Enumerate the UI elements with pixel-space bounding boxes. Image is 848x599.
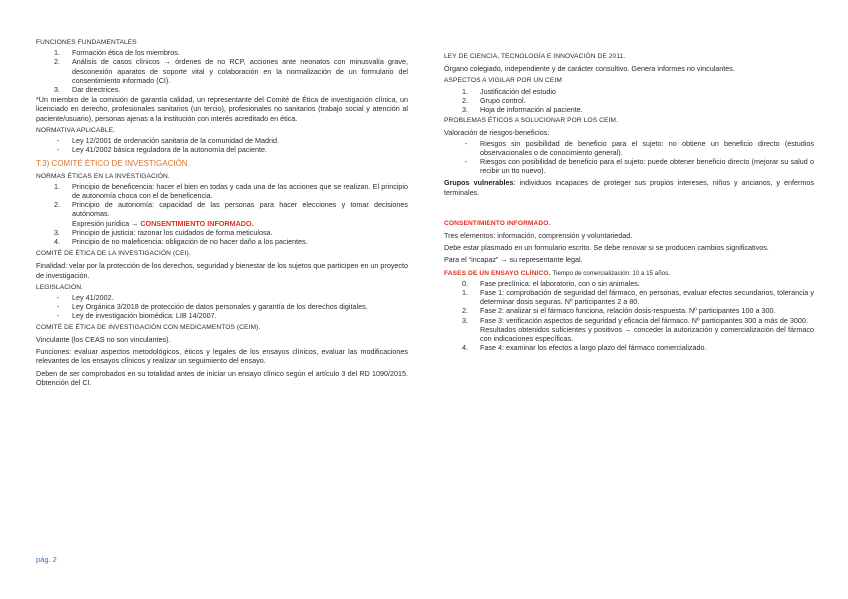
expresion-juridica: Expresión jurídica → CONSENTIMIENTO INFORMADO.	[72, 218, 254, 228]
legislacion-title: LEGISLACIÓN.	[36, 283, 84, 291]
list-item: 2. Principio de autonomía: capacidad de las personas para hacer elecciones y tomar decisiones autónomas. Expresión jurídica → CONSENTIMIENTO INFORMADO.	[54, 200, 408, 228]
incapaz-text: Para el “incapaz” → su representante legal.	[444, 255, 583, 265]
ceim-title: COMITÉ DE ÉTICA DE INVESTIGACIÓN CON MEDICAMENTOS (CEIM).	[36, 323, 261, 331]
plasmado-text: Debe estar plasmado en un formulario escrito. Se debe renovar si se producen cambios significativos.	[444, 243, 769, 253]
list-item: - Ley Orgánica 3/2018 de protección de datos personales y garantía de los derechos digitales.	[57, 302, 368, 312]
list-item: 1. Principio de beneficencia: hacer el bien en todas y cada una de las acciones que se realizan. El principio de autonomía choca con el de beneficencia.	[54, 181, 408, 201]
organo-text: Órgano colegiado, independiente y de carácter consultivo. Genera informes no vinculantes.	[444, 64, 735, 74]
list-item: 1. Justificación del estudio	[462, 86, 556, 96]
ley-title: LEY DE CIENCIA, TECNOLOGÍA E INNOVACIÓN DE 2011.	[444, 53, 626, 60]
funciones-ceim-text: Funciones: evaluar aspectos metodológicos, éticos y legales de los ensayos clínicos, evaluar las modificaciones relevantes de los ensayos clínicos y realizar un seguimiento del ensayo.	[36, 347, 408, 366]
normas-title: NORMAS ÉTICAS EN LA INVESTIGACIÓN.	[36, 172, 170, 180]
resultados-text: Resultados obtenidos suficientes y positivos → conceder la autorización y comercialización del fármaco con indicaciones específicas.	[480, 324, 814, 344]
tres-elementos: Tres elementos: información, comprensión y voluntariedad.	[444, 231, 633, 241]
section-heading: T.3) COMITÉ ÉTICO DE INVESTIGACIÓN.	[36, 159, 190, 169]
normativa-title: NORMATIVA APLICABLE.	[36, 126, 116, 134]
list-item: 2. Grupo control.	[462, 95, 526, 105]
list-item: 3. Hoja de información al paciente.	[462, 105, 583, 115]
grupos-vulnerables: Grupos vulnerables: individuos incapaces de proteger sus propios intereses, niños y ancianos, y enfermos terminales.	[444, 178, 814, 197]
fases-heading: FASES DE UN ENSAYO CLÍNICO. Tiempo de comercialización: 10 a 15 años.	[444, 269, 670, 277]
list-item: 3. Dar directrices.	[54, 85, 121, 95]
problemas-title: PROBLEMAS ÉTICOS A SOLUCIONAR POR LOS CEIM.	[444, 117, 618, 125]
ci-title: CONSENTIMIENTO INFORMADO.	[444, 219, 551, 227]
list-item: - Ley 41/2002 básica reguladora de la autonomía del paciente.	[57, 145, 268, 155]
miembro-note: *Un miembro de la comisión de garantía calidad, un representante del Comité de Ética de investigación clínica, un licenciado en derecho, profesionales sanitarios (un tercio), profesionales no sanitarios (trabajo social y atención al paciente/usuario), personas ajenas a la institución con interés acreditado en ética.	[36, 95, 408, 123]
valoracion-text: Valoración de riesgos-beneficios:	[444, 128, 550, 138]
normativa-list	[36, 136, 408, 154]
list-item: 1. Formación ética de los miembros.	[54, 48, 180, 58]
list-item: 4. Principio de no maleficencia: obligación de no hacer daño a los pacientes.	[54, 237, 308, 247]
aspectos-list	[444, 87, 814, 115]
page-number: pág. 2	[36, 555, 57, 564]
cei-title: COMITÉ DE ÉTICA DE LA INVESTIGACIÓN (CEI).	[36, 250, 191, 258]
list-item: - Ley 12/2001 de ordenación sanitaria de la comunidad de Madrid.	[57, 136, 279, 146]
comprobados-text: Deben de ser comprobados en su totalidad antes de iniciar un ensayo clínico según el artículo 3 del RD 1090/2015. Obtención del CI.	[36, 368, 408, 387]
list-item: 0. Fase preclínica: el laboratorio, con o sin animales.	[462, 278, 640, 288]
list-item: - Riesgos sin posibilidad de beneficio para el sujeto: no obtiene un beneficio directo (estudios observacionales o de conocimiento general).	[465, 138, 814, 157]
right-column	[444, 36, 814, 353]
legislacion-list	[36, 293, 408, 321]
list-item: 3. Fase 3: verificación aspectos de seguridad y eficacia del fármaco. Nº participantes 300 a más de 3000. Resultados obtenidos suficientes y positivos → conceder la autorización y comercialización del fármaco con indicaciones específicas.	[462, 315, 814, 344]
funciones-list	[36, 48, 408, 94]
list-item: 4. Fase 4: examinar los efectos a largo plazo del fármaco comercializado.	[462, 343, 707, 353]
riesgos-list	[444, 139, 814, 176]
list-item: 2. Fase 2: analizar si el fármaco funciona, relación dosis-respuesta. Nº participantes 100 a 300.	[462, 306, 776, 316]
list-item: - Ley de investigación biomédica: LIB 14/2007.	[57, 311, 217, 321]
fases-list	[444, 279, 814, 353]
left-column	[36, 36, 408, 387]
list-item: - Ley 41/2002.	[57, 293, 114, 303]
list-item: - Riesgos con posibilidad de beneficio para el sujeto: puede obtener beneficio directo (mejorar su salud o recibir un tto nuevo).	[465, 157, 814, 176]
list-item: 1. Fase 1: comprobación de seguridad del fármaco, en personas, evaluar efectos secundarios, tolerancia y determinar dosis seguras. Nº participantes 2 a 80.	[462, 288, 814, 307]
vinculante-text: Vinculante (los CEAS no son vinculantes).	[36, 334, 171, 344]
finalidad-text: Finalidad: velar por la protección de los derechos, seguridad y bienestar de los sujetos que participen en un proyecto de investigación.	[36, 261, 408, 280]
principios-list	[36, 182, 408, 246]
funciones-title: FUNCIONES FUNDAMENTALES	[36, 39, 137, 46]
list-item: 3. Principio de justicia: razonar los cuidados de forma meticulosa.	[54, 227, 273, 237]
list-item: 2. Análisis de casos clínicos → órdenes de no RCP, acciones ante neonatos con minusvalía grave, desconexión aparatos de soporte vital y colaboración en la normalización de un formulario del consentimiento informado (CI).	[54, 57, 408, 85]
aspectos-title: ASPECTOS A VIGILAR POR UN CEIM	[444, 77, 562, 85]
